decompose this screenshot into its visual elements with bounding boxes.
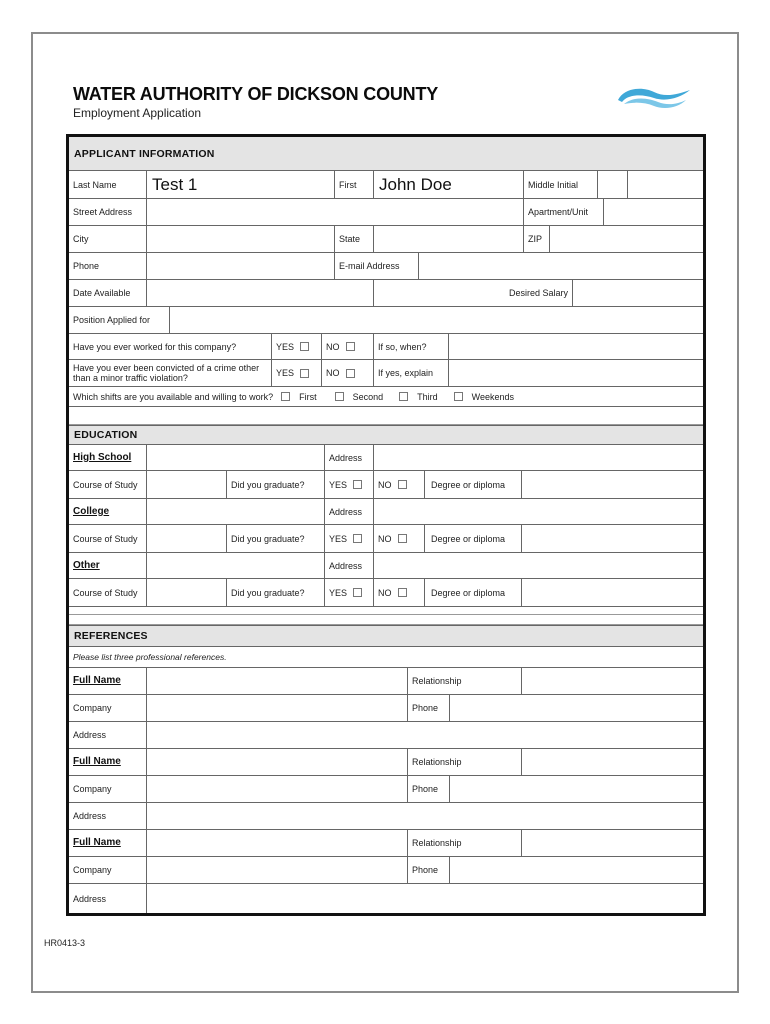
convicted-no-checkbox[interactable] (346, 369, 355, 378)
other-graduate-question: Did you graduate? (227, 579, 325, 606)
high-school-course-row (69, 471, 703, 499)
apartment-unit-label: Apartment/Unit (524, 199, 604, 225)
high-school-graduate-question: Did you graduate? (227, 471, 325, 498)
shift-third-option[interactable] (385, 392, 438, 402)
references-note-row (69, 647, 703, 668)
middle-initial-extra-field[interactable] (628, 171, 703, 198)
if-yes-explain-field[interactable] (449, 360, 703, 386)
city-label: City (69, 226, 147, 252)
conviction-row (69, 360, 703, 387)
high-school-yes-option[interactable] (325, 471, 374, 498)
conviction-question: Have you ever been convicted of a crime other than a minor traffic violation? (69, 360, 272, 386)
college-yes-option[interactable] (325, 525, 374, 552)
spacer-row (69, 615, 703, 625)
college-yes-label: YES (329, 533, 348, 544)
spacer-row (69, 407, 703, 425)
college-course-field[interactable] (147, 525, 227, 552)
worked-before-question: Have you ever worked for this company? (69, 334, 272, 359)
reference-2-company-field[interactable] (147, 776, 408, 802)
reference-3-company-field[interactable] (147, 857, 408, 883)
reference-1-address-row (69, 722, 703, 749)
shift-weekends-label: Weekends (471, 391, 515, 402)
worked-before-row (69, 334, 703, 360)
other-no-option[interactable] (374, 579, 425, 606)
college-no-label: NO (378, 533, 392, 544)
high-school-field[interactable] (147, 445, 325, 470)
references-section-header (69, 625, 703, 647)
shift-second-label: Second (352, 391, 384, 402)
college-degree-field[interactable] (522, 525, 703, 552)
position-row (69, 307, 703, 334)
application-form (66, 134, 706, 916)
college-graduate-question: Did you graduate? (227, 525, 325, 552)
convicted-yes-option[interactable] (272, 360, 322, 386)
shift-third-label: Third (417, 391, 438, 402)
reference-3-address-field[interactable] (147, 884, 703, 913)
high-school-yes-label: YES (329, 479, 348, 490)
education-section-title: EDUCATION (74, 429, 138, 441)
shift-weekends-checkbox[interactable] (454, 392, 463, 401)
high-school-degree-label: Degree or diploma (425, 471, 522, 498)
worked-no-checkbox[interactable] (346, 342, 355, 351)
reference-1-relationship-label: Relationship (408, 668, 522, 694)
date-available-label: Date Available (69, 280, 147, 306)
college-course-row (69, 525, 703, 553)
name-row (69, 171, 703, 199)
position-applied-field[interactable] (170, 307, 703, 333)
reference-3-name-field[interactable] (147, 830, 408, 856)
reference-2-address-row (69, 803, 703, 830)
reference-3-company-row (69, 857, 703, 884)
reference-2-name-label: Full Name (69, 749, 147, 775)
convicted-yes-label: YES (276, 368, 295, 378)
other-degree-label: Degree or diploma (425, 579, 522, 606)
reference-1-name-label: Full Name (69, 668, 147, 694)
shift-second-checkbox[interactable] (335, 392, 344, 401)
reference-3-company-label: Company (69, 857, 147, 883)
reference-3-name-label: Full Name (69, 830, 147, 856)
shift-third-checkbox[interactable] (399, 392, 408, 401)
college-row (69, 499, 703, 525)
high-school-course-label: Course of Study (69, 471, 147, 498)
college-label: College (69, 499, 147, 524)
other-school-label: Other (69, 553, 147, 578)
reference-1-company-field[interactable] (147, 695, 408, 721)
high-school-address-label: Address (325, 445, 374, 470)
other-address-field[interactable] (374, 553, 703, 578)
reference-1-name-field[interactable] (147, 668, 408, 694)
other-no-checkbox[interactable] (398, 588, 407, 597)
shift-first-checkbox[interactable] (281, 392, 290, 401)
reference-3-phone-label: Phone (408, 857, 450, 883)
reference-2-company-row (69, 776, 703, 803)
first-name-label: First (335, 171, 374, 198)
phone-field[interactable] (147, 253, 335, 279)
high-school-no-checkbox[interactable] (398, 480, 407, 489)
org-title: WATER AUTHORITY OF DICKSON COUNTY (73, 84, 439, 104)
other-yes-checkbox[interactable] (353, 588, 362, 597)
reference-2-address-label: Address (69, 803, 147, 829)
spacer-row (69, 607, 703, 615)
state-label: State (335, 226, 374, 252)
applicant-section-title: APPLICANT INFORMATION (74, 147, 215, 160)
applicant-section-header (69, 137, 703, 171)
reference-2-phone-label: Phone (408, 776, 450, 802)
worked-no-label: NO (326, 341, 340, 352)
college-address-field[interactable] (374, 499, 703, 524)
state-field[interactable] (374, 226, 524, 252)
reference-2-phone-field[interactable] (450, 776, 703, 802)
high-school-course-field[interactable] (147, 471, 227, 498)
email-field[interactable] (419, 253, 703, 279)
reference-3-address-label: Address (69, 884, 147, 913)
college-address-label: Address (325, 499, 374, 524)
email-label: E-mail Address (335, 253, 419, 279)
middle-initial-label: Middle Initial (524, 171, 598, 198)
reference-3-relationship-label: Relationship (408, 830, 522, 856)
reference-1-company-row (69, 695, 703, 722)
reference-3-relationship-field[interactable] (522, 830, 703, 856)
shifts-question: Which shifts are you available and willing to work? (73, 391, 274, 402)
city-field[interactable] (147, 226, 335, 252)
street-row (69, 199, 703, 226)
shift-first-option[interactable] (273, 392, 317, 402)
if-so-when-field[interactable] (449, 334, 703, 359)
phone-email-row (69, 253, 703, 280)
worked-yes-checkbox[interactable] (300, 342, 309, 351)
reference-2-name-row (69, 749, 703, 776)
other-course-row (69, 579, 703, 607)
other-no-label: NO (378, 587, 392, 598)
reference-2-relationship-field[interactable] (522, 749, 703, 775)
apartment-unit-field[interactable] (604, 199, 703, 225)
college-course-label: Course of Study (69, 525, 147, 552)
other-yes-option[interactable] (325, 579, 374, 606)
city-row (69, 226, 703, 253)
college-yes-checkbox[interactable] (353, 534, 362, 543)
other-address-label: Address (325, 553, 374, 578)
other-course-label: Course of Study (69, 579, 147, 606)
high-school-yes-checkbox[interactable] (353, 480, 362, 489)
reference-3-address-row (69, 884, 703, 913)
position-applied-label: Position Applied for (69, 307, 170, 333)
college-degree-label: Degree or diploma (425, 525, 522, 552)
phone-label: Phone (69, 253, 147, 279)
high-school-address-field[interactable] (374, 445, 703, 470)
other-school-field[interactable] (147, 553, 325, 578)
convicted-yes-checkbox[interactable] (300, 369, 309, 378)
reference-2-name-field[interactable] (147, 749, 408, 775)
if-yes-explain-label: If yes, explain (374, 360, 449, 386)
first-name-field[interactable]: John Doe (374, 171, 524, 198)
college-field[interactable] (147, 499, 325, 524)
reference-2-address-field[interactable] (147, 803, 703, 829)
shifts-cell (69, 387, 703, 406)
middle-initial-field[interactable] (598, 171, 628, 198)
worked-no-option[interactable] (322, 334, 374, 359)
reference-3-name-row (69, 830, 703, 857)
water-wave-logo-icon (614, 84, 692, 110)
shift-first-label: First (299, 391, 317, 402)
high-school-label: High School (69, 445, 147, 470)
zip-field[interactable] (550, 226, 703, 252)
references-note: Please list three professional references. (73, 652, 227, 662)
worked-yes-label: YES (276, 341, 295, 352)
reference-1-relationship-field[interactable] (522, 668, 703, 694)
last-name-label: Last Name (69, 171, 147, 198)
form-code: HR0413-3 (44, 938, 86, 948)
desired-salary-field[interactable] (573, 280, 703, 306)
college-no-checkbox[interactable] (398, 534, 407, 543)
reference-1-address-field[interactable] (147, 722, 703, 748)
shift-second-option[interactable] (319, 392, 384, 402)
references-section-title: REFERENCES (74, 630, 148, 642)
street-address-label: Street Address (69, 199, 147, 225)
reference-1-name-row (69, 668, 703, 695)
reference-1-phone-field[interactable] (450, 695, 703, 721)
worked-yes-option[interactable] (272, 334, 322, 359)
reference-2-company-label: Company (69, 776, 147, 802)
high-school-row (69, 445, 703, 471)
desired-salary-label: Desired Salary (374, 280, 573, 306)
reference-1-address-label: Address (69, 722, 147, 748)
reference-3-phone-field[interactable] (450, 857, 703, 883)
high-school-no-label: NO (378, 479, 392, 490)
shift-weekends-option[interactable] (440, 392, 514, 402)
convicted-no-label: NO (326, 368, 340, 378)
reference-2-relationship-label: Relationship (408, 749, 522, 775)
convicted-no-option[interactable] (322, 360, 374, 386)
shifts-row (69, 387, 703, 407)
reference-1-phone-label: Phone (408, 695, 450, 721)
education-section-header (69, 425, 703, 445)
reference-1-company-label: Company (69, 695, 147, 721)
high-school-degree-field[interactable] (522, 471, 703, 498)
high-school-no-option[interactable] (374, 471, 425, 498)
date-available-field[interactable] (147, 280, 374, 306)
other-yes-label: YES (329, 587, 348, 598)
last-name-field[interactable]: Test 1 (147, 171, 335, 198)
form-subtitle: Employment Application (73, 106, 202, 120)
other-school-row (69, 553, 703, 579)
if-so-when-label: If so, when? (374, 334, 449, 359)
college-no-option[interactable] (374, 525, 425, 552)
zip-label: ZIP (524, 226, 550, 252)
other-course-field[interactable] (147, 579, 227, 606)
street-address-field[interactable] (147, 199, 524, 225)
other-degree-field[interactable] (522, 579, 703, 606)
availability-row (69, 280, 703, 307)
